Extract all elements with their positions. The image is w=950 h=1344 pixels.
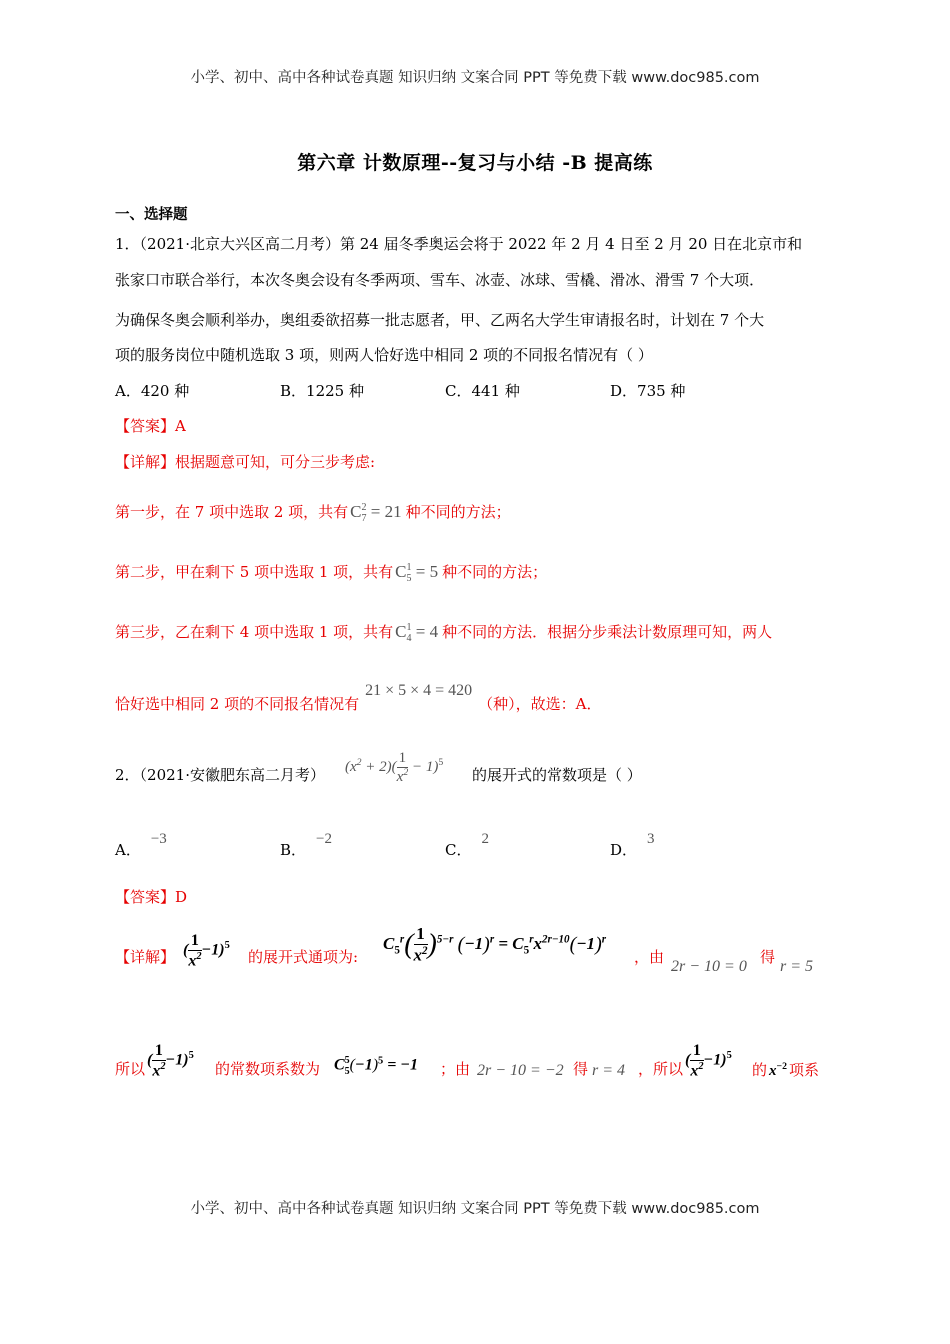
q1-step-3-text: 第三步，乙在剩下 4 项中选取 1 项，共有 [115, 622, 394, 641]
q2-general-term-formula: $C_5^r$( $\frac{1}{x^2}$ )$^{5-r}$ $(-1)^r = C_5^rx^{2r-10}(-1)^r$ [383, 924, 607, 965]
q1-step-4-formula: 21 × 5 × 4 = 420 [365, 682, 473, 699]
q2-suoyi: 所以 [115, 1060, 146, 1078]
q1-step-1-formula: C 2 7 = 21 [350, 501, 402, 524]
q2-you: ；由 [440, 1060, 471, 1078]
q2-option-b: B．−2 [280, 831, 332, 859]
q1-step-3-formula: C 1 4 = 4 [395, 621, 439, 644]
q2-detail-formula-3: ( $\frac{1}{x^2}$ −1)$^5$ [685, 1042, 732, 1079]
q1-option-d: D．735 种 [610, 382, 686, 400]
q2-detail-mid: 的展开式通项为: [248, 948, 359, 966]
q1-step-2-tail: 种不同的方法； [442, 562, 548, 581]
q1-line-3: 为确保冬奥会顺利举办，奥组委欲招募一批志愿者，甲、乙两名大学生审请报名时，计划在 7 个大 [115, 311, 765, 329]
q1-step-2 [115, 562, 547, 584]
page-title: 第六章 计数原理--复习与小结 -B 提高练 [297, 152, 653, 174]
q2-suoyi-2: ，所以 [638, 1060, 684, 1078]
q2-option-d: D．3 [610, 831, 655, 859]
q1-option-c: C．441 种 [445, 382, 520, 400]
q1-step-2-formula: C 1 5 = 5 [395, 561, 439, 584]
q1-answer: 【答案】A [115, 417, 186, 435]
q1-step-3-tail: 种不同的方法．根据分步乘法计数原理可知，两人 [442, 622, 773, 641]
q1-step-4-text: 恰好选中相同 2 项的不同报名情况有 [115, 695, 360, 713]
q1-line-2: 张家口市联合举行，本次冬奥会设有冬季两项、雪车、冰壶、冰球、雪橇、滑冰、滑雪 7 个大项． [115, 271, 765, 289]
q1-step-1-text: 第一步，在 7 项中选取 2 项，共有 [115, 502, 349, 521]
q1-option-a: A．420 种 [115, 382, 190, 400]
q2-stem-formula: $(x^2 + 2)$( $\frac{1}{x^2}$ − 1)$^5$ [345, 750, 444, 785]
q1-step-3 [115, 622, 772, 644]
q1-step-1-tail: 种不同的方法； [405, 502, 511, 521]
q1-step-1 [115, 502, 511, 524]
q2-detail-formula-1: ( $\frac{1}{x^2}$ −1)$^5$ [183, 932, 230, 969]
q2-eq-1: 2r − 10 = 0 [671, 958, 747, 975]
q2-detail-formula-2: ( $\frac{1}{x^2}$ −1)$^5$ [147, 1042, 194, 1079]
q2-de: 得 [760, 948, 776, 966]
q1-line-4: 项的服务岗位中随机选取 3 项，则两人恰好选中相同 2 项的不同报名情况有（ ） [115, 346, 653, 364]
q1-step-4 [115, 682, 602, 713]
q1-step-2-text: 第二步，甲在剩下 5 项中选取 1 项，共有 [115, 562, 394, 581]
q2-const-coef-label: 的常数项系数为 [215, 1060, 321, 1078]
q2-stem-tail: 的展开式的常数项是（ ） [472, 766, 642, 784]
q2-option-a: A．−3 [115, 831, 167, 859]
q1-line-1: 1．（2021·北京大兴区高二月考）第 24 届冬季奥运会将于 2022 年 2 月 4 日至 2 月 20 日在北京市和 [115, 235, 803, 253]
section-heading: 一、选择题 [115, 206, 188, 223]
q2-const-coef-formula: C 5 5 $(-1)^5 = -1$ [334, 1055, 419, 1077]
q2-stem-text: 2．（2021·安徽肥东高二月考） [115, 766, 325, 784]
q2-answer: 【答案】D [115, 888, 188, 906]
q2-detail-comma: ，由 [634, 948, 665, 966]
q1-detail-intro: 【详解】根据题意可知，可分三步考虑: [115, 453, 376, 471]
q1-option-b: B．1225 种 [280, 382, 364, 400]
q2-tail: 的 $x^{-2}$ 项系 [752, 1061, 819, 1079]
header-banner: 小学、初中、高中各种试卷真题 知识归纳 文案合同 PPT 等免费下载 www.doc985.com [190, 70, 760, 86]
q2-de-2: 得 [573, 1060, 589, 1078]
q2-option-c: C．2 [445, 831, 489, 859]
footer-banner: 小学、初中、高中各种试卷真题 知识归纳 文案合同 PPT 等免费下载 www.doc985.com [190, 1201, 760, 1217]
q2-r-4: r = 4 [592, 1062, 626, 1079]
q2-r-5: r = 5 [780, 958, 814, 975]
q2-detail-label: 【详解】 [115, 948, 176, 966]
q2-eq-2: 2r − 10 = −2 [477, 1062, 564, 1079]
q1-step-4-tail: （种），故选：A． [478, 695, 602, 713]
